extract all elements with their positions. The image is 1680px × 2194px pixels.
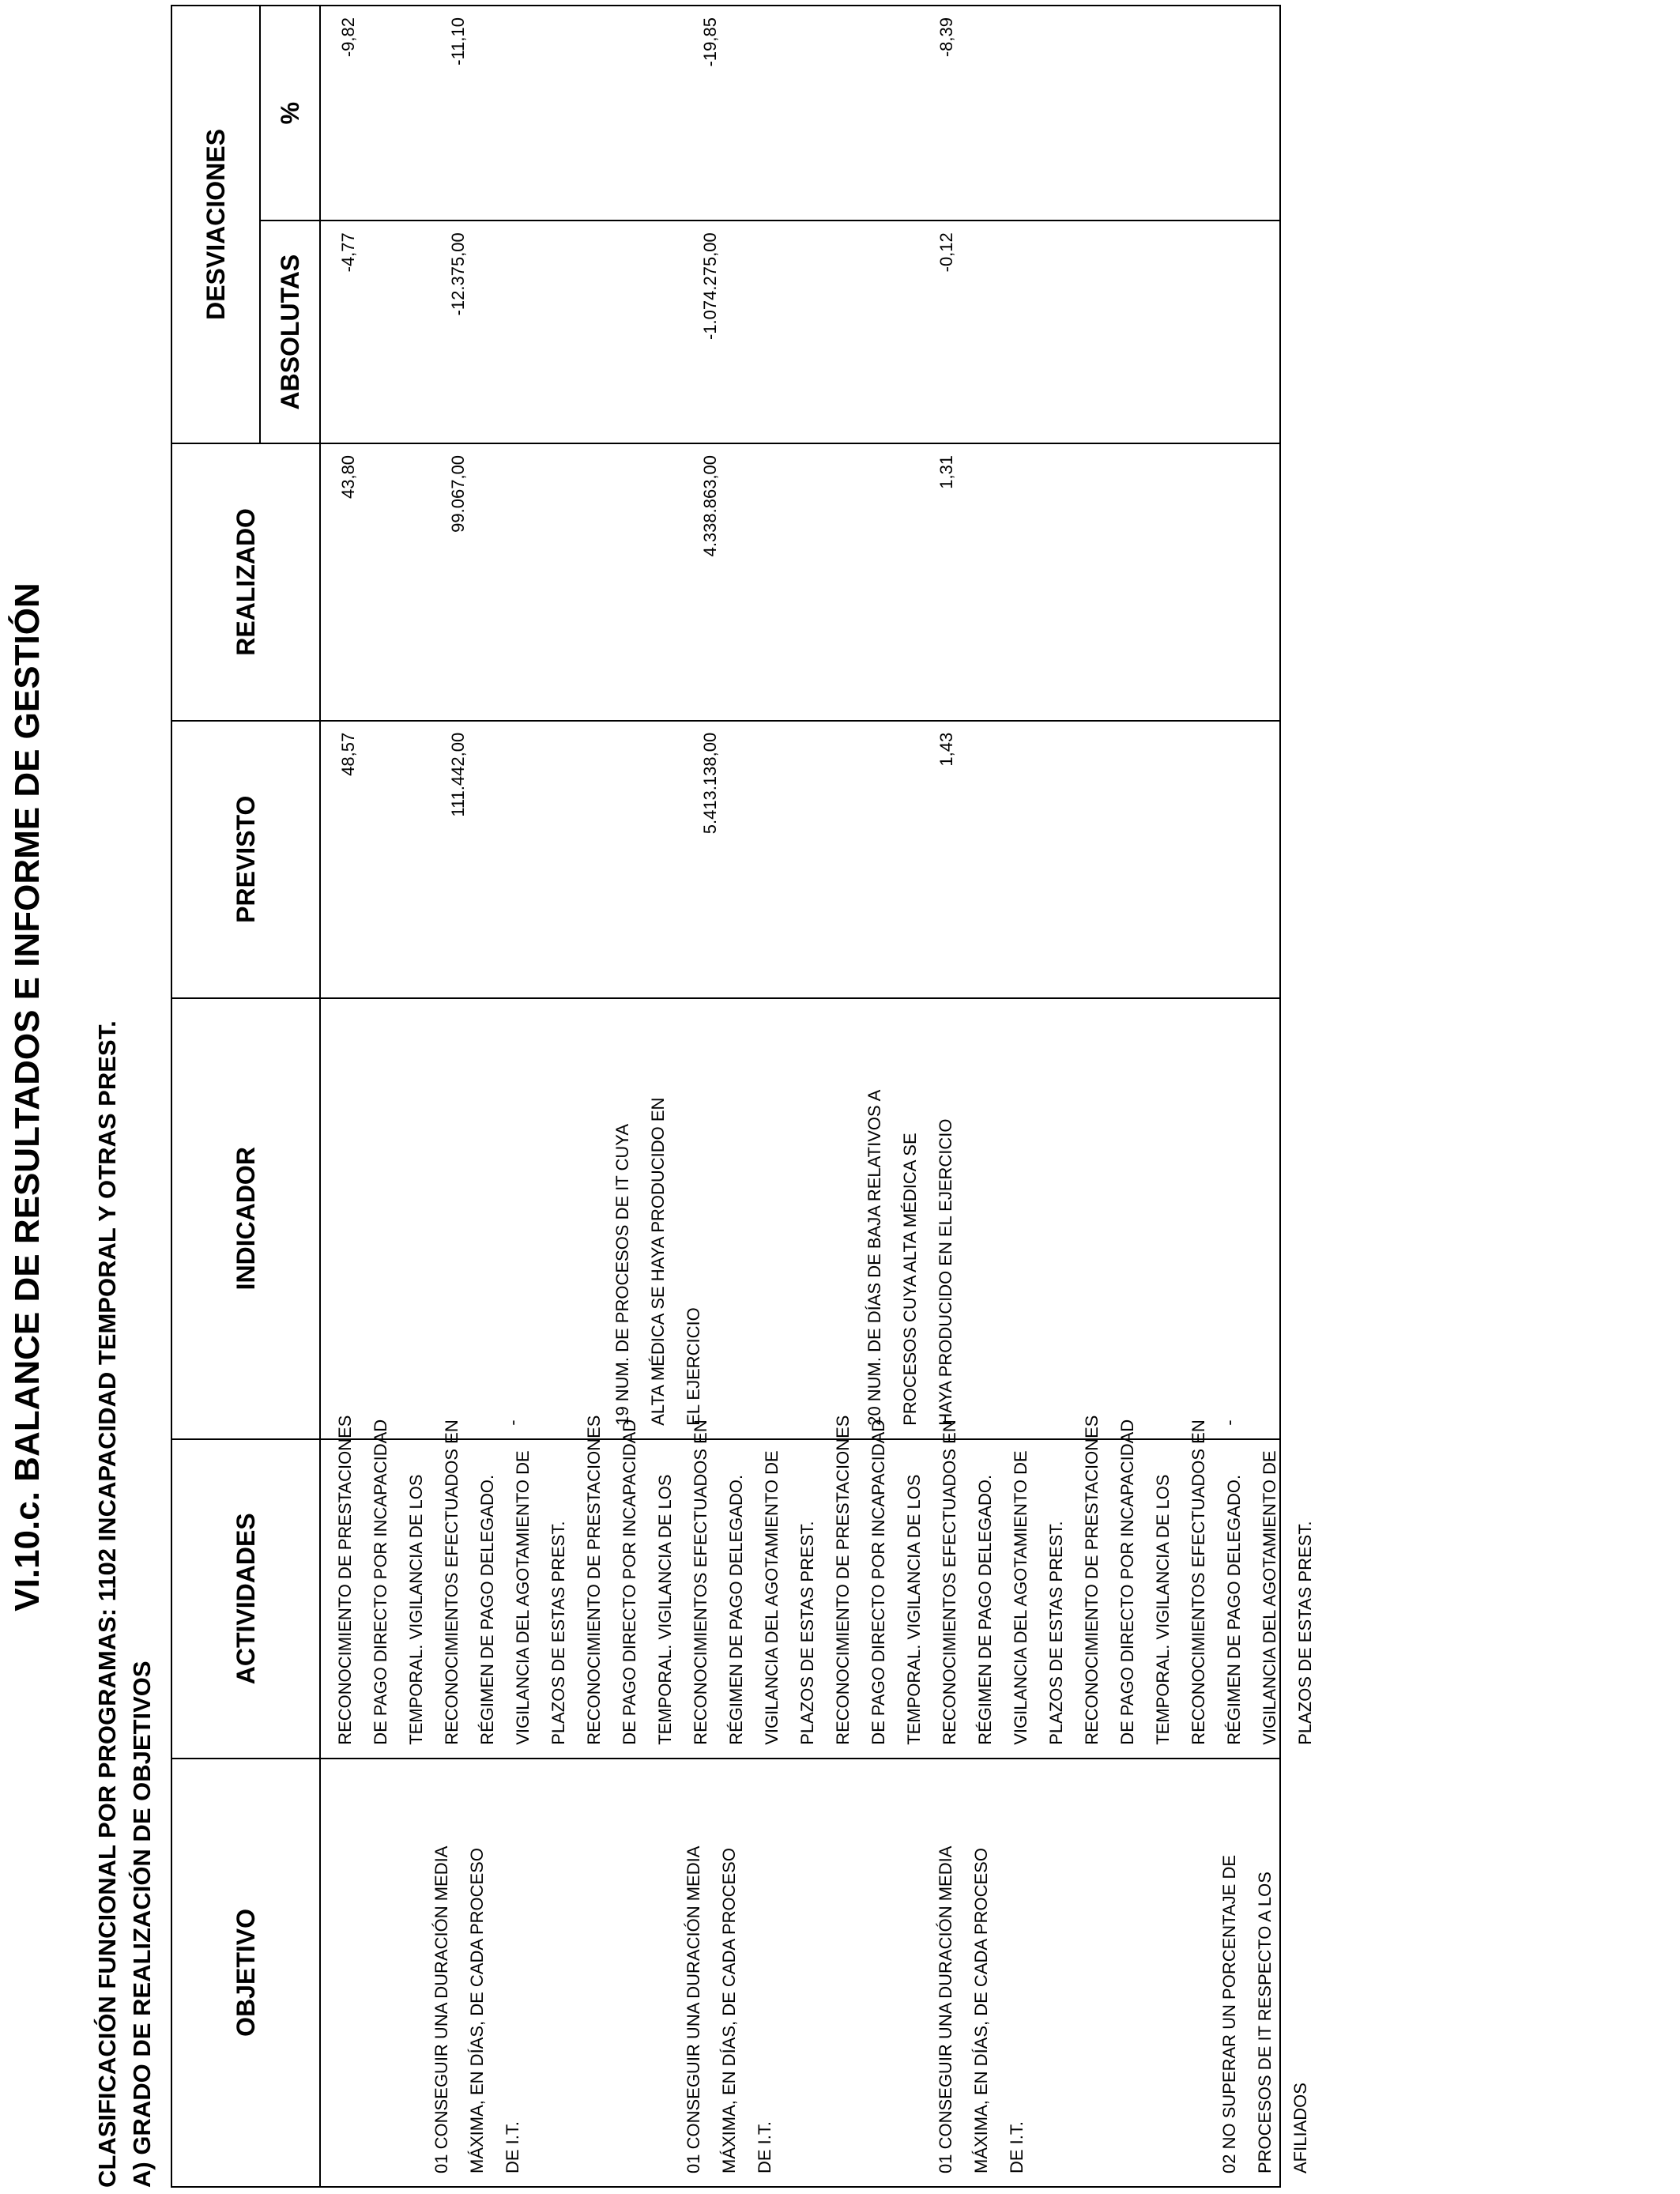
actividad-line: RECONOCIMIENTOS EFECTUADOS EN	[442, 1419, 461, 1745]
objectives-table	[171, 5, 1315, 2188]
col-header-porcentaje: %	[260, 6, 320, 221]
indicador-line: -	[503, 1419, 522, 1426]
objetivo-line: 01 CONSEGUIR UNA DURACIÓN MEDIA	[936, 1845, 955, 2173]
col-header-actividades: ACTIVIDADES	[171, 1439, 320, 1759]
col-header-indicador: INDICADOR	[171, 998, 320, 1439]
col-header-objetivo: OBJETIVO	[171, 1759, 320, 2187]
realizado-value: 99.067,00	[448, 454, 468, 533]
actividad-line: RECONOCIMIENTO DE PRESTACIONES	[1082, 1415, 1102, 1745]
objetivo-line: MÁXIMA, EN DÍAS, DE CADA PROCESO	[719, 1848, 739, 2173]
actividad-line: RECONOCIMIENTO DE PRESTACIONES	[335, 1415, 355, 1745]
objetivo-line: 02 NO SUPERAR UN PORCENTAJE DE	[1219, 1854, 1239, 2173]
previsto-value: 5.413.138,00	[700, 732, 720, 835]
actividad-line: PLAZOS DE ESTAS PREST.	[797, 1521, 817, 1745]
realizado-value: 1,31	[936, 454, 956, 489]
indicador-line: PROCESOS CUYA ALTA MÉDICA SE	[900, 1133, 920, 1426]
actividad-line: TEMPORAL. VIGILANCIA DE LOS	[904, 1474, 924, 1745]
objetivo-line: DE I.T.	[1007, 2120, 1026, 2173]
porcentaje-value: -9,82	[338, 17, 358, 58]
actividad-line: RÉGIMEN DE PAGO DELEGADO.	[726, 1474, 746, 1745]
indicador-line: EL EJERCICIO	[684, 1307, 703, 1426]
actividad-line: TEMPORAL. VIGILANCIA DE LOS	[406, 1474, 426, 1745]
col-header-desviaciones: DESVIACIONES	[171, 6, 260, 443]
actividad-line: PLAZOS DE ESTAS PREST.	[1046, 1521, 1066, 1745]
objetivo-line: 01 CONSEGUIR UNA DURACIÓN MEDIA	[684, 1845, 703, 2173]
actividad-line: RECONOCIMIENTOS EFECTUADOS EN	[940, 1419, 959, 1745]
indicador-column	[320, 998, 1280, 1439]
indicador-line: 20 NUM. DE DÍAS DE BAJA RELATIVOS A	[864, 1089, 884, 1426]
absolutas-value: -4,77	[338, 232, 358, 273]
actividad-line: VIGILANCIA DEL AGOTAMIENTO DE	[513, 1450, 533, 1745]
actividad-line: RECONOCIMIENTOS EFECTUADOS EN	[1188, 1419, 1208, 1745]
actividad-line: DE PAGO DIRECTO POR INCAPACIDAD	[620, 1419, 639, 1745]
objetivo-line: 01 CONSEGUIR UNA DURACIÓN MEDIA	[431, 1845, 451, 2173]
absolutas-value: -12.375,00	[448, 232, 468, 316]
actividad-line: DE PAGO DIRECTO POR INCAPACIDAD	[371, 1419, 390, 1745]
col-header-absolutas: ABSOLUTAS	[260, 221, 320, 443]
actividad-line: PLAZOS DE ESTAS PREST.	[548, 1521, 568, 1745]
porcentaje-value: -8,39	[936, 17, 956, 58]
previsto-column	[320, 721, 1280, 998]
previsto-value: 1,43	[936, 732, 956, 767]
actividad-line: VIGILANCIA DEL AGOTAMIENTO DE	[762, 1450, 782, 1745]
actividad-line: RÉGIMEN DE PAGO DELEGADO.	[1224, 1474, 1244, 1745]
actividad-line: DE PAGO DIRECTO POR INCAPACIDAD	[868, 1419, 888, 1745]
realizado-value: 43,80	[338, 454, 358, 499]
indicador-line: ALTA MÉDICA SE HAYA PRODUCIDO EN	[648, 1097, 668, 1426]
actividad-line: TEMPORAL. VIGILANCIA DE LOS	[1153, 1474, 1173, 1745]
section-heading: A) GRADO DE REALIZACIÓN DE OBJETIVOS	[128, 1661, 156, 2188]
realizado-value: 4.338.863,00	[700, 454, 720, 557]
indicador-line: -	[1219, 1419, 1239, 1426]
actividad-line: TEMPORAL. VIGILANCIA DE LOS	[655, 1474, 675, 1745]
col-header-previsto: PREVISTO	[171, 721, 320, 998]
indicador-line: HAYA PRODUCIDO EN EL EJERCICIO	[936, 1118, 955, 1426]
objetivo-line: MÁXIMA, EN DÍAS, DE CADA PROCESO	[971, 1848, 991, 2173]
col-header-realizado: REALIZADO	[171, 443, 320, 721]
actividad-line: DE PAGO DIRECTO POR INCAPACIDAD	[1117, 1419, 1137, 1745]
actividad-line: VIGILANCIA DEL AGOTAMIENTO DE	[1260, 1450, 1279, 1745]
indicador-line: 19 NUM. DE PROCESOS DE IT CUYA	[612, 1123, 632, 1426]
actividad-line: RECONOCIMIENTO DE PRESTACIONES	[833, 1415, 853, 1745]
absolutas-value: -1.074.275,00	[700, 232, 720, 340]
actividades-column	[320, 1415, 1315, 1759]
actividad-line: RÉGIMEN DE PAGO DELEGADO.	[975, 1474, 995, 1745]
actividad-line: RÉGIMEN DE PAGO DELEGADO.	[477, 1474, 497, 1745]
page-title: VI.10.c. BALANCE DE RESULTADOS E INFORME DE GESTIÓN	[8, 582, 47, 1612]
absolutas-value: -0,12	[936, 232, 956, 273]
actividad-line: VIGILANCIA DEL AGOTAMIENTO DE	[1011, 1450, 1030, 1745]
objetivo-line: DE I.T.	[755, 2120, 774, 2173]
objetivo-column	[320, 1759, 1310, 2187]
actividad-line: RECONOCIMIENTO DE PRESTACIONES	[584, 1415, 604, 1745]
actividad-line: PLAZOS DE ESTAS PREST.	[1295, 1521, 1315, 1745]
objetivo-line: PROCESOS DE IT RESPECTO A LOS	[1255, 1872, 1275, 2173]
absolutas-column	[320, 221, 1280, 443]
objetivo-line: DE I.T.	[503, 2120, 522, 2173]
realizado-column	[320, 443, 1280, 721]
previsto-value: 48,57	[338, 732, 358, 776]
porcentaje-value: -11,10	[448, 17, 468, 66]
actividad-line: RECONOCIMIENTOS EFECTUADOS EN	[691, 1419, 710, 1745]
porcentaje-value: -19,85	[700, 17, 720, 67]
previsto-value: 111.442,00	[448, 732, 468, 817]
program-classification: CLASIFICACIÓN FUNCIONAL POR PROGRAMAS: 1102 INCAPACIDAD TEMPORAL Y OTRAS PREST.	[93, 1020, 121, 2188]
porcentaje-column	[320, 6, 1280, 221]
objetivo-line: AFILIADOS	[1290, 2083, 1310, 2173]
objetivo-line: MÁXIMA, EN DÍAS, DE CADA PROCESO	[467, 1848, 487, 2173]
